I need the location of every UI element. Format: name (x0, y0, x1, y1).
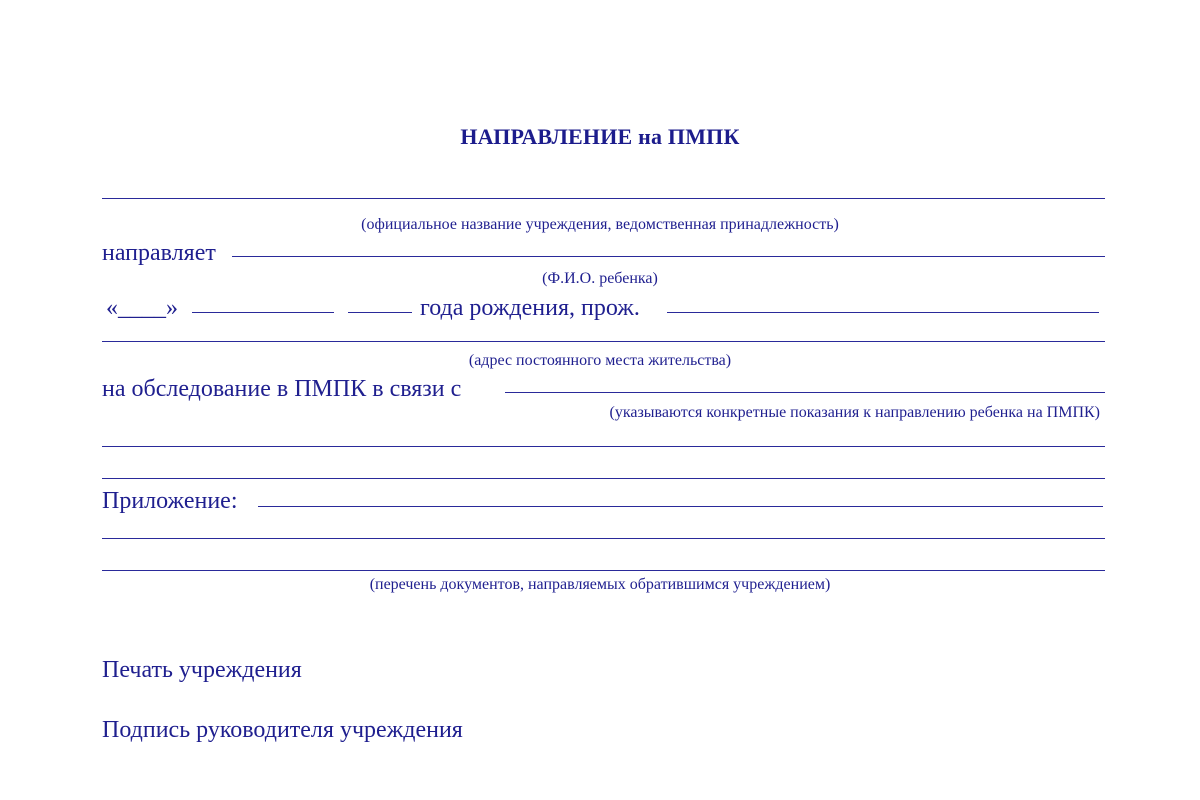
birth-day-field[interactable]: «____» (106, 295, 178, 321)
institution-hint: (официальное название учреждения, ведомственная принадлежность) (361, 216, 839, 233)
attachment-field-line-2[interactable] (102, 538, 1105, 539)
attachment-hint: (перечень документов, направляемых обратившимся учреждением) (369, 576, 831, 593)
birth-year-label: года рождения, прож. (420, 295, 640, 321)
reason-field-line-2[interactable] (102, 446, 1105, 447)
attachment-field-line-3[interactable] (102, 570, 1105, 571)
directs-label: направляет (102, 240, 216, 266)
child-name-hint: (Ф.И.О. ребенка) (542, 270, 658, 287)
reason-field-line[interactable] (505, 392, 1105, 393)
attachment-label: Приложение: (102, 488, 238, 514)
exam-label: на обследование в ПМПК в связи с (102, 376, 462, 402)
child-name-field-line[interactable] (232, 256, 1105, 257)
reason-field-line-3[interactable] (102, 478, 1105, 479)
stamp-label: Печать учреждения (102, 657, 302, 683)
head-signature-label: Подпись руководителя учреждения (102, 717, 463, 743)
attachment-field-line[interactable] (258, 506, 1103, 507)
address-hint: (адрес постоянного места жительства) (468, 352, 732, 369)
residence-field-line[interactable] (667, 312, 1099, 313)
page-title: НАПРАВЛЕНИЕ на ПМПК (460, 124, 740, 149)
birth-year-field-line[interactable] (348, 312, 412, 313)
address-field-line[interactable] (102, 341, 1105, 342)
reason-hint: (указываются конкретные показания к направлению ребенка на ПМПК) (609, 404, 1100, 421)
birth-month-field-line[interactable] (192, 312, 334, 313)
institution-field-line[interactable] (102, 198, 1105, 199)
